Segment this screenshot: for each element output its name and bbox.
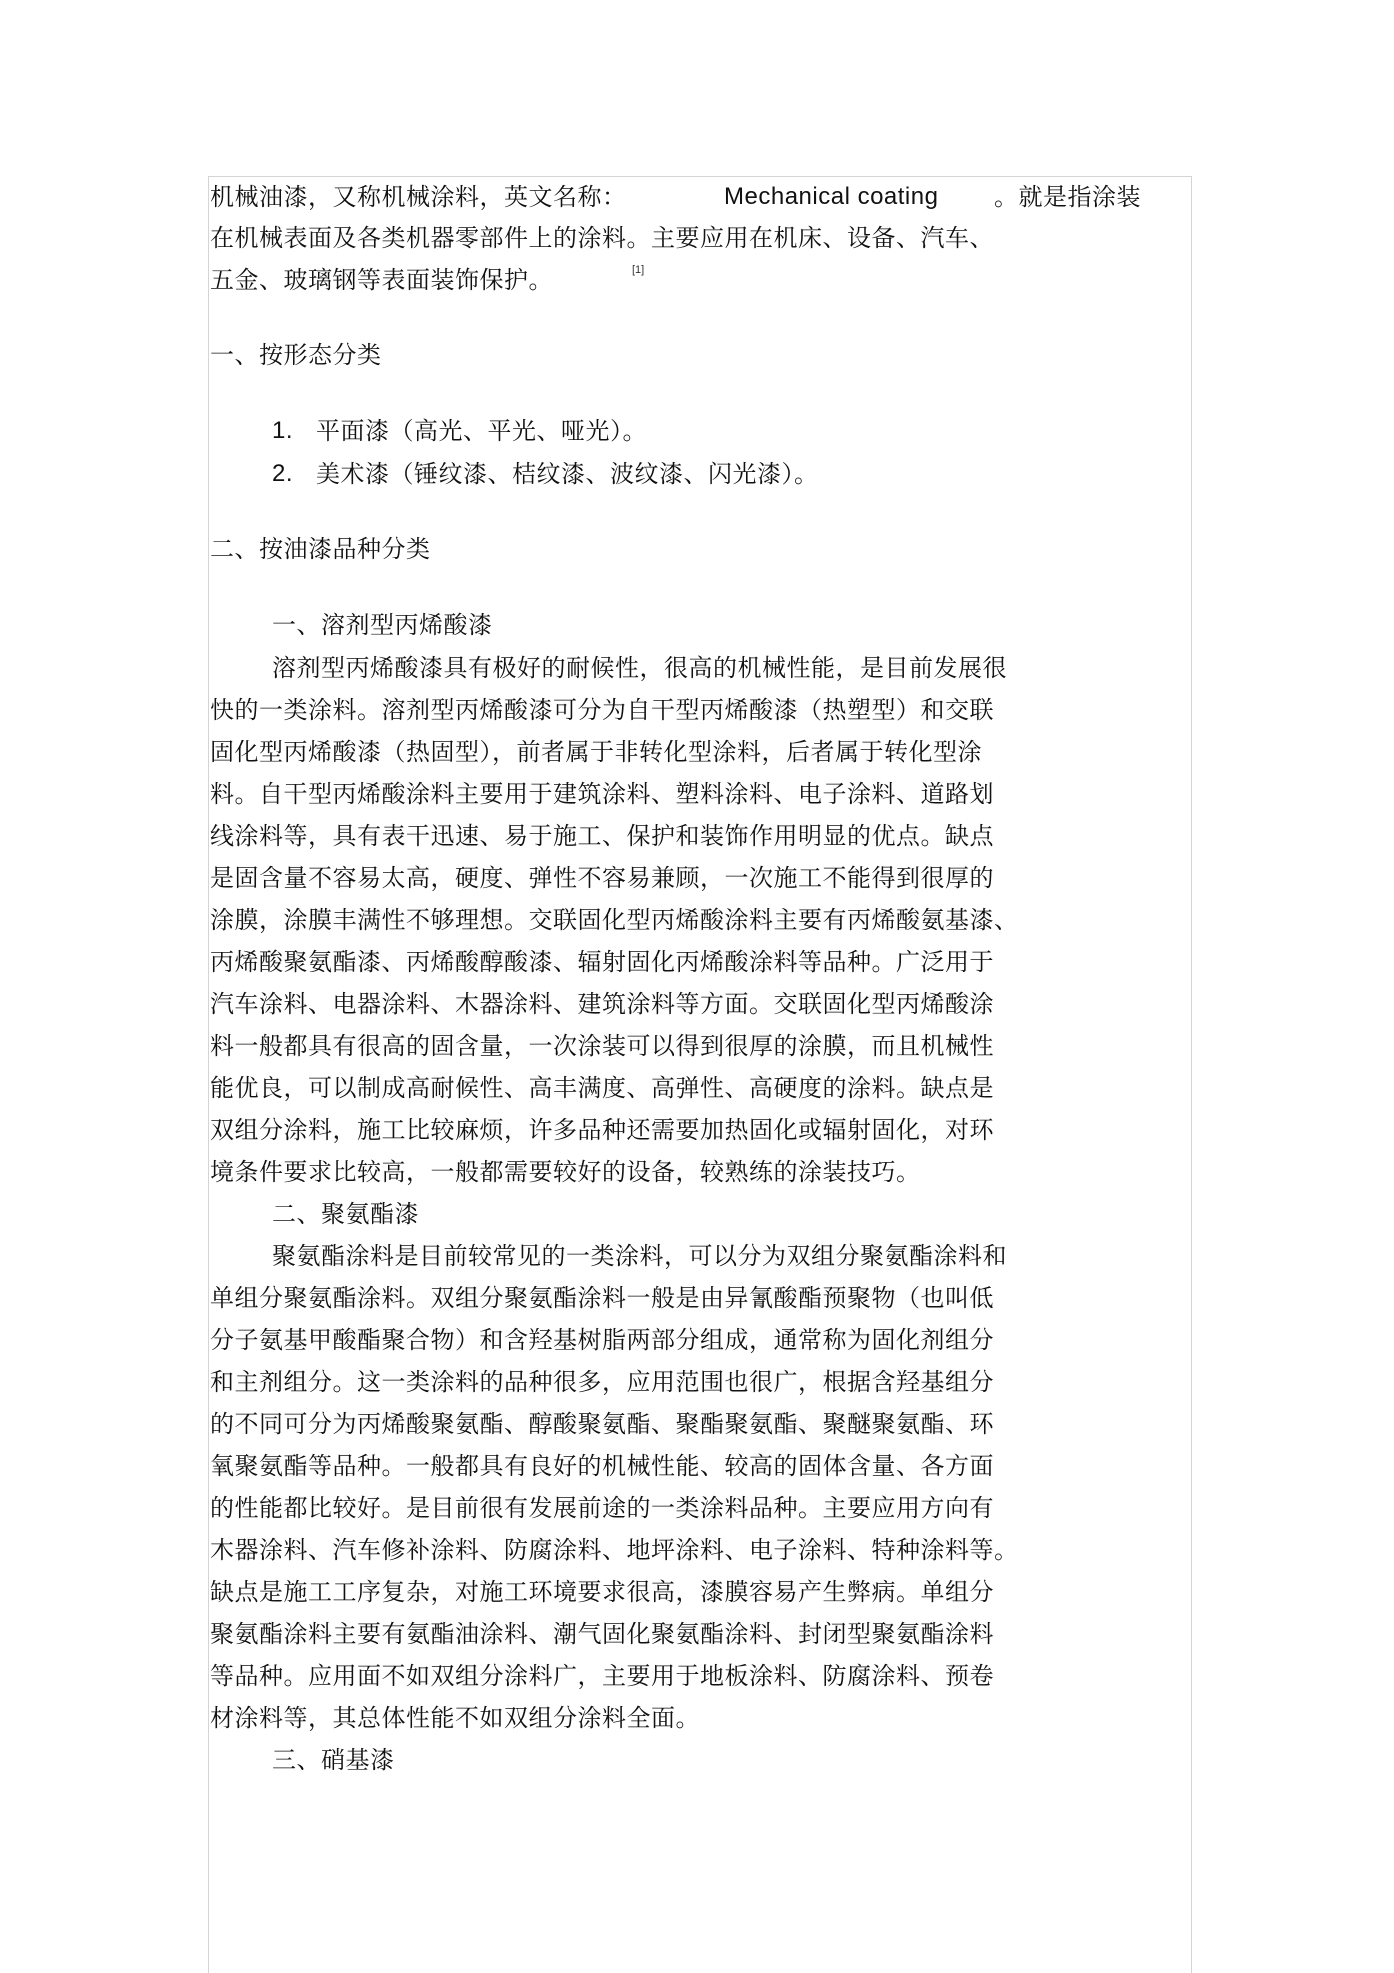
intro-line-1-tail: 。就是指涂装 xyxy=(994,183,1141,211)
paragraph-line: 材涂料等，其总体性能不如双组分涂料全面。 xyxy=(210,1704,700,1732)
paragraph-line: 木器涂料、汽车修补涂料、防腐涂料、地坪涂料、电子涂料、特种涂料等。 xyxy=(210,1536,1019,1564)
subsection-1-title: 一、溶剂型丙烯酸漆 xyxy=(272,611,493,639)
list-item-1-text: 平面漆（高光、平光、哑光）。 xyxy=(316,417,647,445)
paragraph-line: 料一般都具有很高的固含量，一次涂装可以得到很厚的涂膜，而且机械性 xyxy=(210,1032,994,1060)
paragraph-line: 聚氨酯涂料主要有氨酯油涂料、潮气固化聚氨酯涂料、封闭型聚氨酯涂料 xyxy=(210,1620,994,1648)
section-1-heading: 一、按形态分类 xyxy=(210,341,382,369)
intro-line-1-zh: 机械油漆，又称机械涂料，英文名称： xyxy=(210,183,627,211)
list-item-1-number: 1. xyxy=(272,417,294,444)
paragraph-line: 的不同可分为丙烯酸聚氨酯、醇酸聚氨酯、聚酯聚氨酯、聚醚聚氨酯、环 xyxy=(210,1410,994,1438)
subsection-3-title: 三、硝基漆 xyxy=(272,1746,395,1774)
intro-english-name: Mechanical coating xyxy=(724,183,939,210)
paragraph-line: 是固含量不容易太高，硬度、弹性不容易兼顾，一次施工不能得到很厚的 xyxy=(210,864,994,892)
reference-link[interactable]: [1] xyxy=(632,264,645,276)
section-2-heading: 二、按油漆品种分类 xyxy=(210,535,431,563)
paragraph-line: 等品种。应用面不如双组分涂料广，主要用于地板涂料、防腐涂料、预卷 xyxy=(210,1662,994,1690)
paragraph-line: 氧聚氨酯等品种。一般都具有良好的机械性能、较高的固体含量、各方面 xyxy=(210,1452,994,1480)
paragraph-line: 丙烯酸聚氨酯漆、丙烯酸醇酸漆、辐射固化丙烯酸涂料等品种。广泛用于 xyxy=(210,948,994,976)
paragraph-line: 固化型丙烯酸漆（热固型），前者属于非转化型涂料，后者属于转化型涂 xyxy=(210,738,982,766)
paragraph-line: 涂膜，涂膜丰满性不够理想。交联固化型丙烯酸涂料主要有丙烯酸氨基漆、 xyxy=(210,906,1019,934)
paragraph-line: 单组分聚氨酯涂料。双组分聚氨酯涂料一般是由异氰酸酯预聚物（也叫低 xyxy=(210,1284,994,1312)
list-item-2-number: 2. xyxy=(272,460,294,487)
intro-line-3: 五金、玻璃钢等表面装饰保护。 xyxy=(210,266,553,294)
subsection-2-title: 二、聚氨酯漆 xyxy=(272,1200,419,1228)
paragraph-line: 料。自干型丙烯酸涂料主要用于建筑涂料、塑料涂料、电子涂料、道路划 xyxy=(210,780,994,808)
paragraph-line: 的性能都比较好。是目前很有发展前途的一类涂料品种。主要应用方向有 xyxy=(210,1494,994,1522)
paragraph-line: 双组分涂料，施工比较麻烦，许多品种还需要加热固化或辐射固化，对环 xyxy=(210,1116,994,1144)
intro-line-2: 在机械表面及各类机器零部件上的涂料。主要应用在机床、设备、汽车、 xyxy=(210,224,994,252)
paragraph-line: 分子氨基甲酸酯聚合物）和含羟基树脂两部分组成，通常称为固化剂组分 xyxy=(210,1326,994,1354)
paragraph-line: 溶剂型丙烯酸漆具有极好的耐候性，很高的机械性能，是目前发展很 xyxy=(272,654,1007,682)
paragraph-line: 缺点是施工工序复杂，对施工环境要求很高，漆膜容易产生弊病。单组分 xyxy=(210,1578,994,1606)
paragraph-line: 快的一类涂料。溶剂型丙烯酸漆可分为自干型丙烯酸漆（热塑型）和交联 xyxy=(210,696,994,724)
paragraph-line: 和主剂组分。这一类涂料的品种很多，应用范围也很广，根据含羟基组分 xyxy=(210,1368,994,1396)
list-item-2-text: 美术漆（锤纹漆、桔纹漆、波纹漆、闪光漆）。 xyxy=(316,460,819,488)
paragraph-line: 聚氨酯涂料是目前较常见的一类涂料，可以分为双组分聚氨酯涂料和 xyxy=(272,1242,1007,1270)
paragraph-line: 境条件要求比较高，一般都需要较好的设备，较熟练的涂装技巧。 xyxy=(210,1158,921,1186)
paragraph-line: 线涂料等，具有表干迅速、易于施工、保护和装饰作用明显的优点。缺点 xyxy=(210,822,994,850)
paragraph-line: 能优良，可以制成高耐候性、高丰满度、高弹性、高硬度的涂料。缺点是 xyxy=(210,1074,994,1102)
paragraph-line: 汽车涂料、电器涂料、木器涂料、建筑涂料等方面。交联固化型丙烯酸涂 xyxy=(210,990,994,1018)
